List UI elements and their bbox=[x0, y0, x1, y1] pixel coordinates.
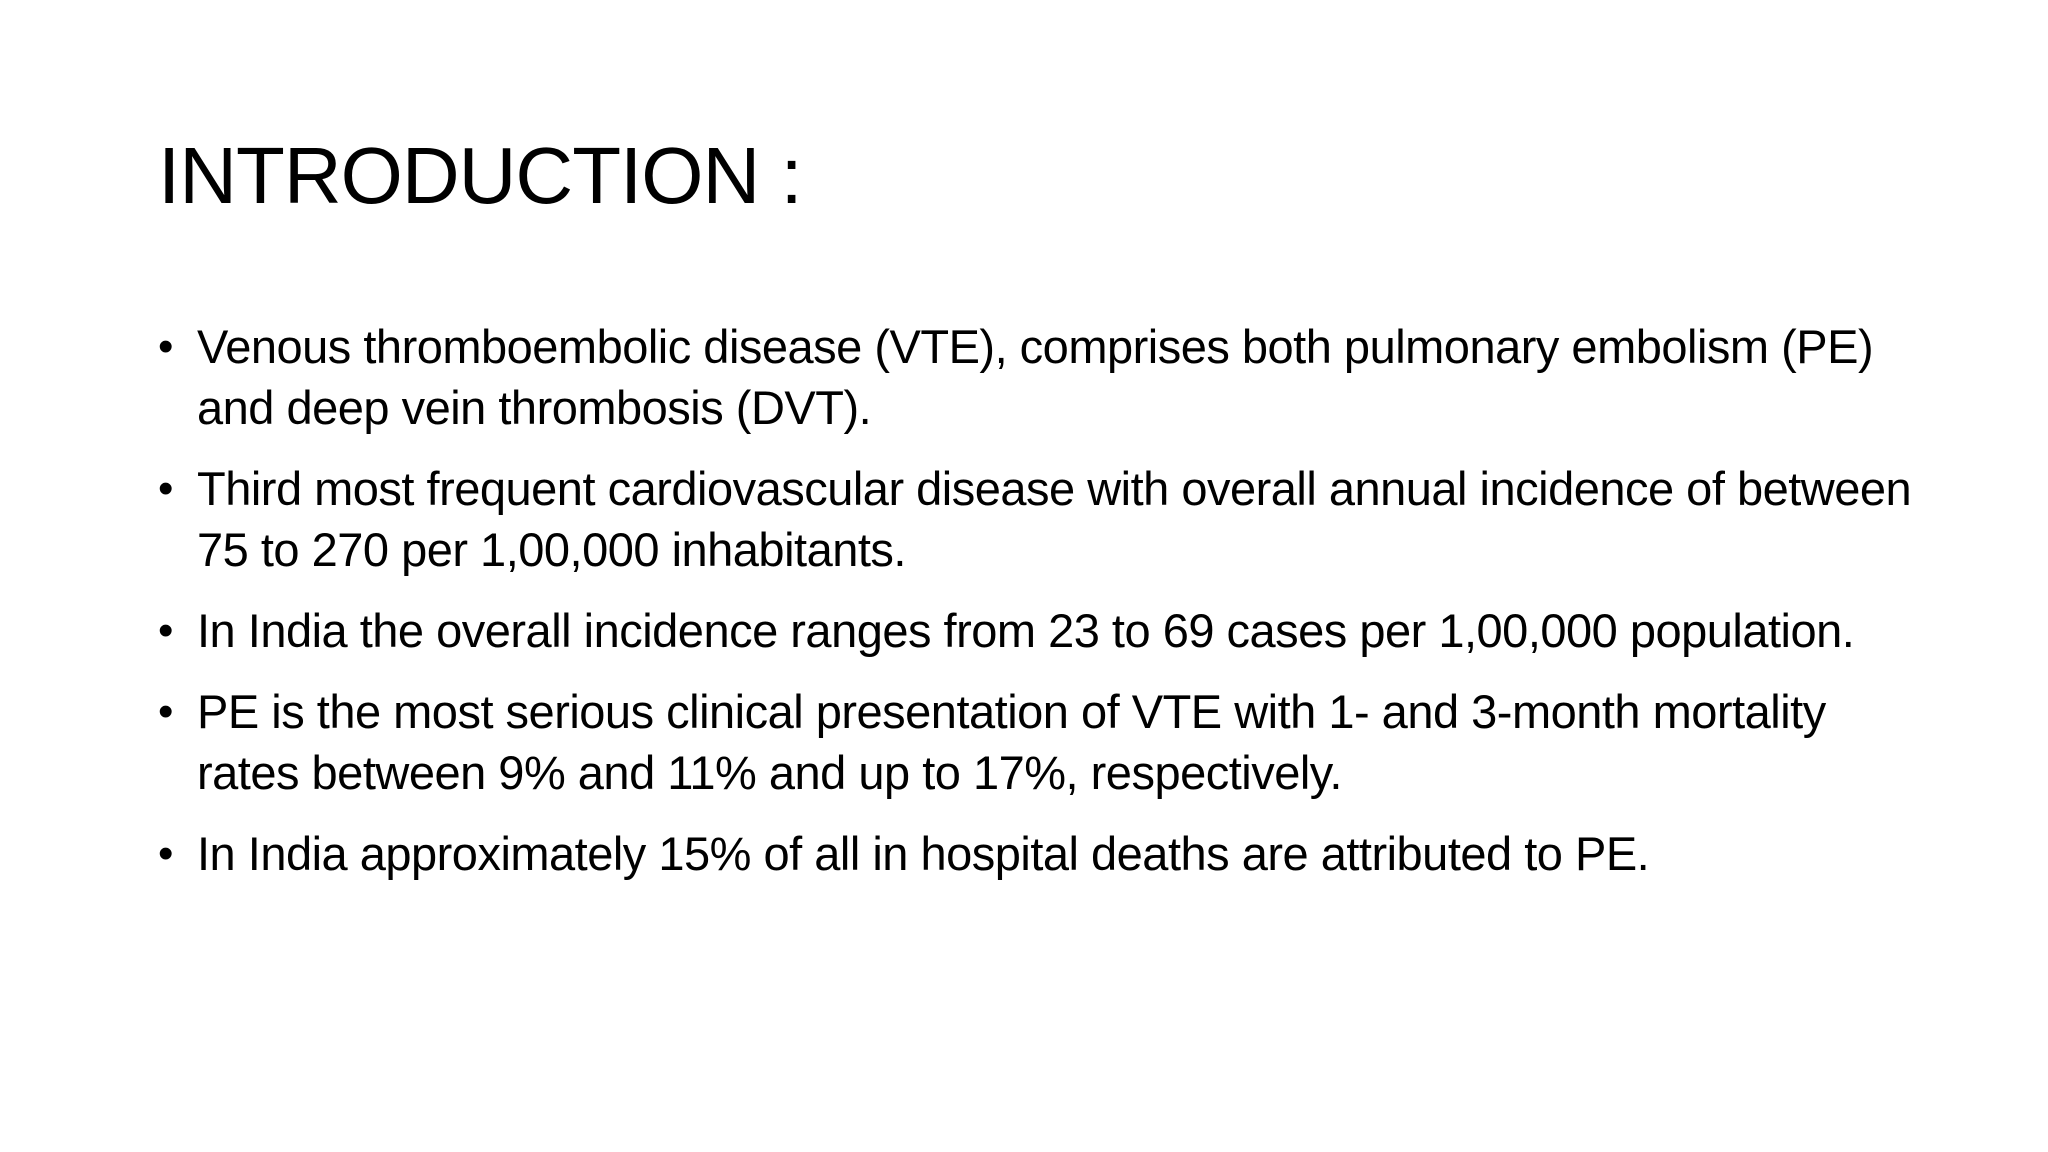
slide-title: INTRODUCTION : bbox=[158, 131, 802, 220]
bullet-point-icon: • bbox=[158, 322, 173, 371]
bullet-text: Third most frequent cardiovascular disease with overall annual incidence of between 75 to 270 per 1,00,000 inhabitants. bbox=[197, 462, 1912, 576]
bullet-point-icon: • bbox=[158, 829, 173, 878]
bullet-text: PE is the most serious clinical presentation of VTE with 1- and 3-month mortality rates between 9% and 11% and up to 17%, respectively. bbox=[197, 685, 1826, 799]
bullet-point-icon: • bbox=[158, 687, 173, 736]
bullet-text: In India approximately 15% of all in hospital deaths are attributed to PE. bbox=[197, 827, 1650, 880]
bullet-item-pe-mortality bbox=[158, 681, 1918, 803]
bullet-text: Venous thromboembolic disease (VTE), comprises both pulmonary embolism (PE) and deep vein thrombosis (DVT). bbox=[197, 320, 1874, 434]
bullet-item-incidence-global bbox=[158, 458, 1918, 580]
bullet-text: In India the overall incidence ranges from 23 to 69 cases per 1,00,000 population. bbox=[197, 604, 1855, 657]
bullet-item-vte-definition bbox=[158, 316, 1918, 438]
bullet-item-hospital-deaths-india bbox=[158, 823, 1918, 884]
bullet-point-icon: • bbox=[158, 464, 173, 513]
bullet-list bbox=[158, 316, 1918, 904]
bullet-point-icon: • bbox=[158, 606, 173, 655]
bullet-item-incidence-india bbox=[158, 600, 1918, 661]
